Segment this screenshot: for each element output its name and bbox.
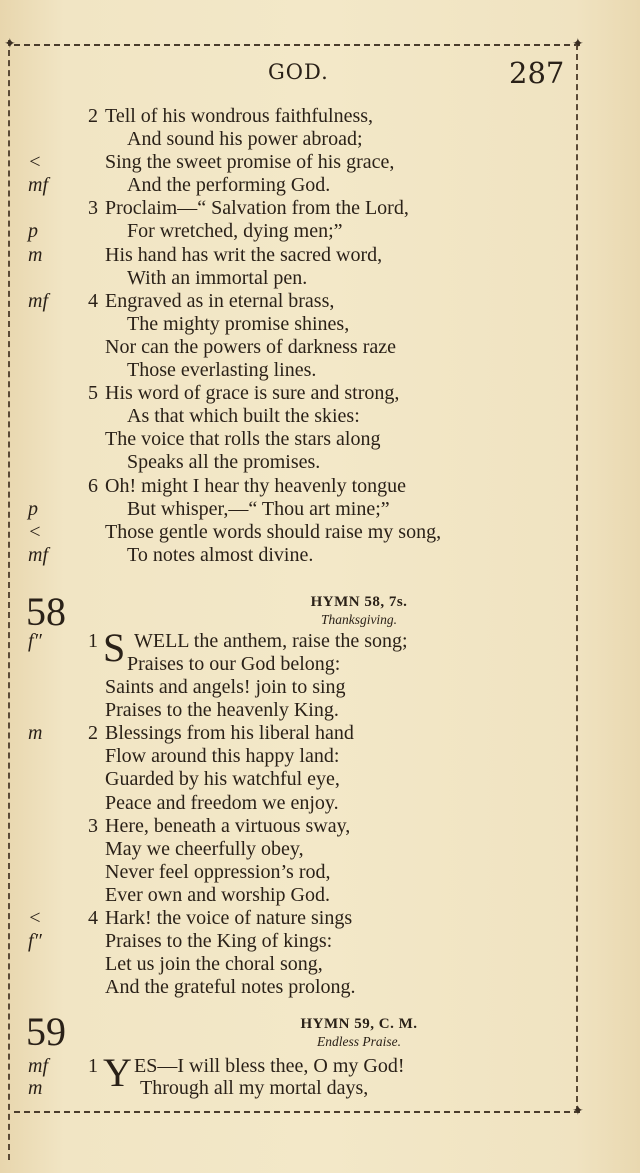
verse-text: Nor can the powers of darkness raze <box>105 335 396 358</box>
verse-number: 4 <box>88 289 98 312</box>
verse-text: Let us join the choral song, <box>105 953 323 976</box>
hymn-58-lines <box>0 653 640 999</box>
top-border-rule <box>14 44 580 46</box>
verse-line <box>0 930 640 953</box>
verse-line <box>0 953 640 976</box>
verse-line <box>0 907 640 930</box>
verse-text: Engraved as in eternal brass, <box>105 289 335 312</box>
verse-text: To notes almost divine. <box>127 543 314 566</box>
hymn-subtitle: Thanksgiving. <box>320 612 398 627</box>
verse-number: 3 <box>88 197 98 220</box>
verse-line <box>0 244 640 267</box>
verse-line <box>0 428 640 451</box>
verse-text: And the performing God. <box>127 174 331 197</box>
verse-line <box>0 382 640 405</box>
verse-line <box>0 544 640 567</box>
hymn-subtitle: Endless Praise. <box>317 1034 401 1049</box>
verse-text: The voice that rolls the stars along <box>105 428 381 451</box>
verse-text: Blessings from his liberal hand <box>105 722 354 745</box>
dynamic-mark: < <box>28 520 42 543</box>
verse-text: Never feel oppression’s rod, <box>105 860 331 883</box>
verse-text: For wretched, dying men;” <box>127 220 343 243</box>
verse-text: Here, beneath a virtuous sway, <box>105 814 351 837</box>
corner-ornament-icon: ✦ <box>572 36 584 52</box>
dynamic-mark: mf <box>28 1055 48 1077</box>
verse-text: Speaks all the promises. <box>127 451 321 474</box>
verse-line <box>0 405 640 428</box>
verse-number: 2 <box>88 722 98 745</box>
verse-text: Ever own and worship God. <box>105 883 330 906</box>
verse-number: 1 <box>88 1055 98 1077</box>
verse-line <box>0 105 640 128</box>
verse-line <box>0 976 640 999</box>
drop-cap: S <box>103 625 126 670</box>
page-number: 287 <box>509 56 565 90</box>
verse-number: 4 <box>88 907 98 930</box>
verse-text: WELL the anthem, raise the song; <box>134 630 408 652</box>
verse-line <box>0 745 640 768</box>
verse-number: 3 <box>88 814 98 837</box>
verse-text: Guarded by his watchful eye, <box>105 768 340 791</box>
dynamic-mark: p <box>28 497 38 520</box>
verse-text: May we cheerfully obey, <box>105 837 304 860</box>
corner-ornament-icon: ✦ <box>4 36 16 52</box>
verse-text: Through all my mortal days, <box>140 1077 369 1099</box>
verse-text: His hand has writ the sacred word, <box>105 243 383 266</box>
verse-text: Peace and freedom we enjoy. <box>105 791 339 814</box>
hymn-59 <box>0 1009 640 1112</box>
verse-line <box>0 174 640 197</box>
verse-text: The mighty promise shines, <box>127 312 350 335</box>
dynamic-mark: mf <box>28 543 48 566</box>
verse-text: Oh! might I hear thy heavenly tongue <box>105 474 407 497</box>
dynamic-mark: mf <box>28 174 48 197</box>
verse-text: As that which built the skies: <box>127 405 360 428</box>
dynamic-mark: mf <box>28 289 48 312</box>
verse-line <box>0 128 640 151</box>
verse-line <box>0 653 640 676</box>
verse-number: 6 <box>88 474 98 497</box>
hymn-number: 59 <box>26 1009 66 1054</box>
verse-text: Praises to our God belong: <box>127 653 341 675</box>
verse-text: Proclaim—“ Salvation from the Lord, <box>105 197 409 220</box>
verse-text: His word of grace is sure and strong, <box>105 382 400 405</box>
verse-text: And sound his power abroad; <box>127 128 363 151</box>
hymn-57-continuation <box>0 105 640 567</box>
verse-text: Praises to the King of kings: <box>105 930 333 953</box>
verse-number: 5 <box>88 382 98 405</box>
verse-text: But whisper,—“ Thou art mine;” <box>127 497 390 520</box>
verse-text: Flow around this happy land: <box>105 745 340 768</box>
dynamic-mark: < <box>28 151 42 174</box>
verse-line <box>0 451 640 474</box>
verse-line <box>0 267 640 290</box>
dynamic-mark: m <box>28 243 43 266</box>
verse-line <box>0 861 640 884</box>
verse-line <box>0 722 640 745</box>
dynamic-mark: p <box>28 220 38 243</box>
verse-line <box>0 336 640 359</box>
dynamic-mark: m <box>28 1077 43 1099</box>
verse-text: And the grateful notes prolong. <box>105 976 356 999</box>
dynamic-mark: f″ <box>28 630 42 652</box>
verse-line <box>0 521 640 544</box>
verse-line <box>0 197 640 220</box>
verse-line <box>0 313 640 336</box>
dynamic-mark: f″ <box>28 930 42 953</box>
verse-line <box>0 768 640 791</box>
verse-line <box>0 699 640 722</box>
verse-text: Tell of his wondrous faithfulness, <box>105 105 374 127</box>
verse-line <box>0 498 640 521</box>
verse-text: Those everlasting lines. <box>127 359 317 382</box>
corner-ornament-icon: ✦ <box>572 1103 584 1119</box>
second-line <box>0 1077 640 1100</box>
verse-line <box>0 220 640 243</box>
verse-text: Praises to the heavenly King. <box>105 699 339 722</box>
verse-number: 2 <box>88 105 98 127</box>
verse-line <box>0 359 640 382</box>
verse-line <box>0 151 640 174</box>
verse-text: ES—I will bless thee, O my God! <box>134 1055 405 1077</box>
hymn-heading: HYMN 58, 7s. <box>310 594 408 610</box>
hymn-number: 58 <box>26 589 66 634</box>
verse-line <box>0 475 640 498</box>
verse-text: Sing the sweet promise of his grace, <box>105 151 395 174</box>
verse-line <box>0 676 640 699</box>
verse-text: Hark! the voice of nature sings <box>105 907 353 930</box>
verse-text: Saints and angels! join to sing <box>105 676 346 699</box>
drop-cap: Y <box>103 1050 132 1095</box>
verse-line <box>0 884 640 907</box>
verse-line <box>0 290 640 313</box>
verse-line <box>0 815 640 838</box>
dynamic-mark: < <box>28 907 42 930</box>
verse-line <box>0 792 640 815</box>
verse-text: With an immortal pen. <box>127 266 308 289</box>
hymn-heading: HYMN 59, C. M. <box>300 1016 418 1032</box>
verse-text: Those gentle words should raise my song, <box>105 520 442 543</box>
verse-line <box>0 838 640 861</box>
running-head: GOD. <box>268 60 329 84</box>
verse-number: 1 <box>88 630 98 652</box>
dynamic-mark: m <box>28 722 43 745</box>
